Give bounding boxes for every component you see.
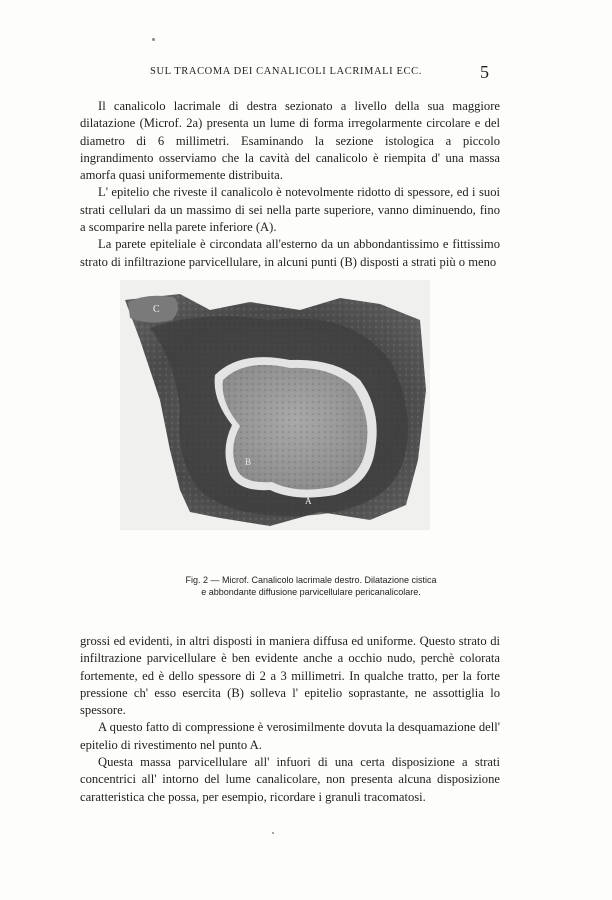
paragraph: Questa massa parvicellulare all' infuori di una certa disposizione a strati concentrici all' intorno del lume canalicolare, non presenta alcuna disposizione caratteristica che possa, per esempio, ricordare i granuli tracomatosi. [80, 755, 500, 804]
paragraph: Il canalicolo lacrimale di destra sezionato a livello della sua maggiore dilatazione (Microf. 2a) presenta un lume di forma irregolarmente circolare e del diametro di 6 millimetri. Esaminando la sezione istologica a piccolo ingrandimento osserviamo che la cavità del canalicolo è riempita d' una massa amorfa quasi uniformemente distribuita. [80, 99, 500, 183]
micrograph-image [120, 280, 430, 530]
paragraph: L' epitelio che riveste il canalicolo è notevolmente ridotto di spessore, ed i suoi strati cellulari da un massimo di sei nella parte superiore, vanno diminuendo, fino a scomparire nella parete inferiore (A). [80, 185, 500, 235]
body-text-top [80, 98, 500, 271]
paragraph: grossi ed evidenti, in altri disposti in maniera diffusa ed uniforme. Questo strato di infiltrazione parvicellulare è ben evidente anche a occhio nudo, perchè colorata fortemente, ed è dello spessore di 2 a 3 millimetri. In qualche tratto, per la forte pressione ch' esso esercita (B) solleva l' epitelio soprastante, ne assottiglia lo spessore. [80, 634, 500, 718]
label-a: A [305, 496, 312, 506]
ink-speck [152, 38, 155, 41]
ink-speck [272, 832, 274, 834]
label-b: B [245, 457, 252, 467]
label-c: C [153, 304, 160, 315]
running-head: SUL TRACOMA DEI CANALICOLI LACRIMALI ECC. [150, 66, 422, 77]
paragraph: A questo fatto di compressione è verosimilmente dovuta la desquamazione dell' epitelio di rivestimento nel punto A. [80, 720, 500, 752]
body-text-bottom [80, 633, 500, 806]
caption-line: e abbondante diffusione parvicellulare pericanalicolare. [201, 587, 421, 597]
page-number: 5 [480, 62, 489, 82]
paragraph: La parete epiteliale è circondata all'esterno da un abbondantissimo e fittissimo strato di infiltrazione parvicellulare, in alcuni punti (B) disposti a strati più o meno [80, 237, 500, 269]
amorphous-mass [223, 365, 368, 490]
micrograph-figure [120, 280, 430, 530]
caption-line: Fig. 2 — Microf. Canalicolo lacrimale destro. Dilatazione cistica [185, 575, 437, 585]
figure-caption [116, 574, 506, 598]
